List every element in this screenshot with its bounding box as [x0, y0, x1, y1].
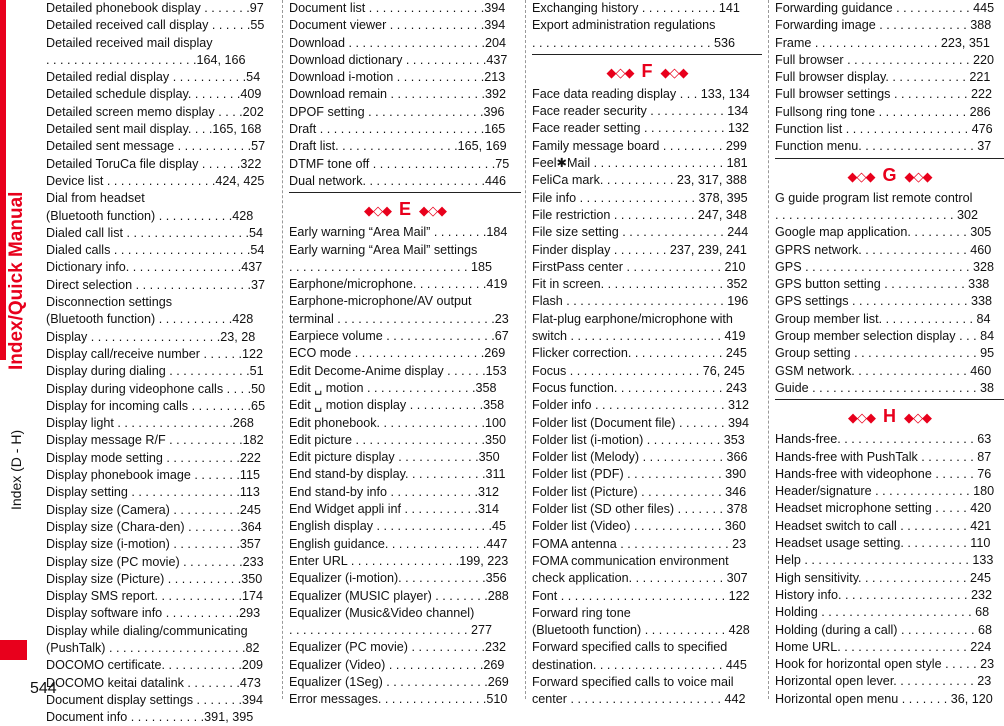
section-rule [532, 54, 762, 55]
index-entry: Family message board . . . . . . . . . 299 [532, 138, 747, 153]
index-entry: File info . . . . . . . . . . . . . . . . . 378, 395 [532, 190, 748, 205]
column-separator [768, 0, 769, 699]
index-entry: Edit ␣ motion display . . . . . . . . . . .358 [289, 398, 505, 413]
index-entry: Detailed received call display . . . . . .55 [46, 18, 265, 33]
index-column-1 [46, 0, 278, 725]
index-entry: Full browser . . . . . . . . . . . . . . . . . . 220 [775, 52, 995, 67]
index-entry: Equalizer (Music&Video channel) [289, 605, 475, 620]
index-entry: Detailed redial display . . . . . . . . . . .54 [46, 70, 261, 85]
index-entry: File size setting . . . . . . . . . . . . . . . 244 [532, 225, 749, 240]
index-entry: Google map application. . . . . . . . . 305 [775, 225, 992, 240]
index-entry: Finder display . . . . . . . . 237, 239, 241 [532, 242, 747, 257]
index-entry: Earphone-microphone/AV output [289, 294, 472, 309]
index-entry: Forward specified calls to specified [532, 640, 728, 655]
index-entry: Display size (Camera) . . . . . . . . . .245 [46, 502, 261, 517]
index-entry: DOCOMO keitai datalink . . . . . . . .473 [46, 675, 261, 690]
index-entry: Edit Decome-Anime display . . . . . .153 [289, 363, 507, 378]
heading-ornament: ◆◇◆ [363, 203, 391, 219]
index-entry: . . . . . . . . . . . . . . . . . . . . . . . . . . 302 [775, 207, 978, 222]
heading-letter: F [641, 60, 653, 81]
index-entry: Fullsong ring tone . . . . . . . . . . . . . 286 [775, 104, 991, 119]
index-entry: Face reader setting . . . . . . . . . . . . 132 [532, 121, 749, 136]
index-entry: High sensitivity. . . . . . . . . . . . . . . . 245 [775, 570, 992, 585]
heading-ornament: ◆◇◆ [904, 168, 932, 184]
index-entry: Edit phonebook. . . . . . . . . . . . . . . .100 [289, 415, 507, 430]
index-entry: GPS button setting . . . . . . . . . . . . 338 [775, 277, 990, 292]
index-entry: Headset microphone setting . . . . . 420 [775, 501, 992, 516]
index-entry: (PushTalk) . . . . . . . . . . . . . . . . . . . .82 [46, 640, 260, 655]
index-entry: Group member list. . . . . . . . . . . . . . 84 [775, 311, 991, 326]
index-entry: Display setting . . . . . . . . . . . . . . . .113 [46, 485, 260, 500]
index-entry: Function menu. . . . . . . . . . . . . . . . . 37 [775, 139, 992, 154]
index-entry: GSM network. . . . . . . . . . . . . . . . . 460 [775, 363, 992, 378]
index-entry: Folder list (Video) . . . . . . . . . . . . . 360 [532, 519, 746, 534]
index-entry: Error messages. . . . . . . . . . . . . . . .510 [289, 692, 508, 707]
index-entry: Holding . . . . . . . . . . . . . . . . . . . . . . 68 [775, 605, 990, 620]
index-entry: . . . . . . . . . . . . . . . . . . . . . . . . . . 277 [289, 623, 492, 638]
index-entry: Function list . . . . . . . . . . . . . . . . . . 476 [775, 122, 993, 137]
index-entry: End Widget appli inf . . . . . . . . . . .314 [289, 502, 499, 517]
column-separator [525, 0, 526, 699]
index-entry: GPRS network. . . . . . . . . . . . . . . . 460 [775, 242, 992, 257]
index-entry: Folder list (i-motion) . . . . . . . . . . . 353 [532, 432, 745, 447]
index-entry: End stand-by display. . . . . . . . . . . .311 [289, 467, 506, 482]
index-entry: Display for incoming calls . . . . . . . . .65 [46, 398, 266, 413]
index-entry: Fit in screen. . . . . . . . . . . . . . . . . . 352 [532, 277, 748, 292]
index-entry: Detailed ToruCa file display . . . . . .322 [46, 156, 262, 171]
index-entry: Forwarding guidance . . . . . . . . . . . 445 [775, 1, 995, 15]
index-entry: Folder info . . . . . . . . . . . . . . . . . . . 312 [532, 398, 749, 413]
index-entry: Detailed schedule display. . . . . . . .409 [46, 87, 262, 102]
index-entry: . . . . . . . . . . . . . . . . . . . . . . . . . . 185 [289, 259, 492, 274]
index-entry: Direct selection . . . . . . . . . . . . . . . . .37 [46, 277, 266, 292]
index-entry: G guide program list remote control [775, 190, 973, 205]
index-column-4 [775, 0, 1004, 706]
index-entry: Display size (Picture) . . . . . . . . . . .350 [46, 571, 263, 586]
index-entry: Face reader security . . . . . . . . . . . 134 [532, 104, 749, 119]
index-entry: GPS settings . . . . . . . . . . . . . . . . . 338 [775, 294, 992, 309]
index-entry: Equalizer (Video) . . . . . . . . . . . . . .269 [289, 657, 505, 672]
index-entry: File restriction . . . . . . . . . . . . 247, 348 [532, 207, 747, 222]
index-entry: Display SMS report. . . . . . . . . . . . .174 [46, 589, 263, 604]
index-entry: Draft . . . . . . . . . . . . . . . . . . . . . . . .165 [289, 122, 506, 137]
index-entry: ECO mode . . . . . . . . . . . . . . . . . . .269 [289, 346, 506, 361]
index-entry: Device list . . . . . . . . . . . . . . . .424, 425 [46, 173, 265, 188]
heading-ornament: ◆◇◆ [660, 64, 688, 80]
index-entry: Holding (during a call) . . . . . . . . . . . 68 [775, 622, 992, 637]
index-entry: Horizontal open menu . . . . . . . 36, 120 [775, 691, 993, 706]
index-entry: Horizontal open lever. . . . . . . . . . . . 23 [775, 674, 992, 689]
index-entry: Detailed screen memo display . . . .202 [46, 104, 264, 119]
index-entry: Font . . . . . . . . . . . . . . . . . . . . . . . . 122 [532, 588, 750, 603]
index-entry: Folder list (Melody) . . . . . . . . . . . . 366 [532, 450, 748, 465]
index-entry: Frame . . . . . . . . . . . . . . . . . . 223, 351 [775, 35, 990, 50]
index-entry: Document display settings . . . . . . .394 [46, 692, 263, 707]
index-entry: Display while dialing/communicating [46, 623, 248, 638]
index-entry: Draft list. . . . . . . . . . . . . . . . . .165, 169 [289, 139, 507, 154]
index-entry: Equalizer (MUSIC player) . . . . . . . .288 [289, 588, 509, 603]
index-entry: destination. . . . . . . . . . . . . . . . . . . 445 [532, 657, 747, 672]
index-entry: English guidance. . . . . . . . . . . . . . .447 [289, 536, 508, 551]
index-entry: Equalizer (1Seg) . . . . . . . . . . . . . . .269 [289, 674, 509, 689]
index-entry: Exchanging history . . . . . . . . . . . 141 [532, 1, 740, 15]
index-entry: terminal . . . . . . . . . . . . . . . . . . . . . . .23 [289, 311, 509, 326]
index-column-2 [289, 0, 521, 707]
index-entry: Equalizer (i-motion). . . . . . . . . . . . .356 [289, 571, 507, 586]
index-entry: Folder list (PDF) . . . . . . . . . . . . . . 390 [532, 467, 747, 482]
index-entry: Download dictionary . . . . . . . . . . . .437 [289, 52, 508, 67]
section-rule [289, 192, 521, 193]
section-heading [775, 403, 1004, 429]
index-entry: Early warning “Area Mail” settings [289, 242, 478, 257]
index-entry: Group member selection display . . . 84 [775, 329, 995, 344]
section-rule [775, 399, 1004, 400]
index-entry: FeliCa mark. . . . . . . . . . . 23, 317, 388 [532, 173, 747, 188]
index-entry: FOMA communication environment [532, 553, 729, 568]
index-entry: Dial from headset [46, 191, 145, 206]
index-entry: FirstPass center . . . . . . . . . . . . . . 210 [532, 259, 746, 274]
index-entry: Display . . . . . . . . . . . . . . . . . . .23, 28 [46, 329, 256, 344]
index-entry: Display during dialing . . . . . . . . . . . .51 [46, 364, 264, 379]
index-entry: Document viewer . . . . . . . . . . . . . .394 [289, 18, 506, 33]
index-entry: Display light . . . . . . . . . . . . . . . . .268 [46, 416, 254, 431]
index-entry: Detailed received mail display [46, 35, 213, 50]
index-entry: Download . . . . . . . . . . . . . . . . . . . .204 [289, 35, 506, 50]
index-entry: (Bluetooth function) . . . . . . . . . . .428 [46, 312, 254, 327]
index-entry: Dialed calls . . . . . . . . . . . . . . . . . . . .54 [46, 243, 265, 258]
index-entry: Folder list (Document file) . . . . . . . 394 [532, 415, 749, 430]
index-entry: History info. . . . . . . . . . . . . . . . . . . 232 [775, 587, 992, 602]
side-index-label: Index (D - H) [8, 429, 24, 510]
heading-letter: G [882, 164, 897, 185]
index-entry: Earpiece volume . . . . . . . . . . . . . . . .67 [289, 329, 509, 344]
index-entry: Display during videophone calls . . . .50 [46, 381, 266, 396]
index-entry: Header/signature . . . . . . . . . . . . . . 180 [775, 484, 995, 499]
page-number: 544 [30, 680, 57, 697]
index-entry: Download i-motion . . . . . . . . . . . . .213 [289, 70, 506, 85]
index-entry: Focus function. . . . . . . . . . . . . . . . 243 [532, 380, 747, 395]
index-entry: (Bluetooth function) . . . . . . . . . . .428 [46, 208, 254, 223]
index-entry: English display . . . . . . . . . . . . . . . . .45 [289, 519, 506, 534]
index-entry: Forward ring tone [532, 605, 631, 620]
index-entry: Hands-free with PushTalk . . . . . . . . 87 [775, 449, 992, 464]
index-entry: Flat-plug earphone/microphone with [532, 311, 733, 326]
index-entry: Document info . . . . . . . . . . .391, 395 [46, 710, 254, 725]
index-entry: Display size (Chara-den) . . . . . . . .364 [46, 519, 262, 534]
index-entry: Display mode setting . . . . . . . . . . .222 [46, 450, 261, 465]
index-entry: End stand-by info . . . . . . . . . . . . .312 [289, 484, 499, 499]
section-rule [775, 158, 1004, 159]
index-entry: switch . . . . . . . . . . . . . . . . . . . . . . 419 [532, 329, 746, 344]
page-marker-box [0, 640, 27, 660]
index-entry: Focus . . . . . . . . . . . . . . . . . . . 76, 245 [532, 363, 745, 378]
index-entry: Download remain . . . . . . . . . . . . . .392 [289, 87, 506, 102]
index-entry: check application. . . . . . . . . . . . . . 307 [532, 571, 748, 586]
index-entry: Display message R/F . . . . . . . . . . .182 [46, 433, 264, 448]
index-entry: Hands-free with videophone . . . . . . 76 [775, 466, 992, 481]
side-section-label: Index/Quick Manual [6, 191, 27, 370]
index-entry: Help . . . . . . . . . . . . . . . . . . . . . . . . 133 [775, 553, 994, 568]
index-entry: . . . . . . . . . . . . . . . . . . . . . . . . . . 536 [532, 35, 735, 50]
index-entry: Export administration regulations [532, 18, 716, 33]
index-entry: Dual network. . . . . . . . . . . . . . . . . .446 [289, 173, 506, 188]
side-tab [0, 0, 30, 699]
index-entry: Edit picture . . . . . . . . . . . . . . . . . . .350 [289, 432, 506, 447]
index-entry: Folder list (Picture) . . . . . . . . . . . . 346 [532, 484, 747, 499]
index-entry: GPS . . . . . . . . . . . . . . . . . . . . . . . . 328 [775, 259, 995, 274]
index-entry: Display size (PC movie) . . . . . . . . .233 [46, 554, 264, 569]
index-entry: Full browser settings . . . . . . . . . . . 222 [775, 87, 992, 102]
index-entry: Dialed call list . . . . . . . . . . . . . . . . . .54 [46, 225, 263, 240]
side-vertical-text [4, 10, 30, 650]
index-entry: Headset switch to call . . . . . . . . . . 421 [775, 518, 992, 533]
index-entry: DOCOMO certificate. . . . . . . . . . . .209 [46, 658, 263, 673]
heading-letter: E [398, 199, 411, 220]
index-column-3 [532, 0, 762, 707]
index-entry: Earphone/microphone. . . . . . . . . . .419 [289, 277, 508, 292]
heading-letter: H [883, 406, 896, 427]
section-heading [289, 196, 521, 222]
index-entry: Equalizer (PC movie) . . . . . . . . . . .232 [289, 640, 506, 655]
index-entry: Home URL. . . . . . . . . . . . . . . . . . . 224 [775, 639, 992, 654]
index-entry: Display size (i-motion) . . . . . . . . . .357 [46, 537, 261, 552]
index-entry: Full browser display. . . . . . . . . . . . 221 [775, 70, 991, 85]
index-entry: Hook for horizontal open style . . . . . 23 [775, 657, 995, 672]
index-entry: Disconnection settings [46, 295, 173, 310]
index-entry: Forwarding image . . . . . . . . . . . . . 388 [775, 18, 992, 33]
index-entry: Detailed sent message . . . . . . . . . . .57 [46, 139, 266, 154]
column-separator [282, 0, 283, 699]
index-entry: Flash . . . . . . . . . . . . . . . . . . . . . . . 196 [532, 294, 749, 309]
section-heading [775, 162, 1004, 188]
heading-ornament: ◆◇◆ [606, 64, 634, 80]
section-heading [532, 58, 762, 84]
index-entry: . . . . . . . . . . . . . . . . . . . . . .164, 166 [46, 52, 246, 67]
index-entry: Edit picture display . . . . . . . . . . . .350 [289, 450, 500, 465]
heading-ornament: ◆◇◆ [847, 168, 875, 184]
index-entry: Hands-free. . . . . . . . . . . . . . . . . . . . 63 [775, 432, 992, 447]
index-entry: (Bluetooth function) . . . . . . . . . . . . 428 [532, 623, 750, 638]
index-entry: Headset usage setting. . . . . . . . . . 110 [775, 536, 991, 551]
index-entry: Enter URL . . . . . . . . . . . . . . . .199, 223 [289, 553, 509, 568]
index-entry: Early warning “Area Mail” . . . . . . . .184 [289, 225, 508, 240]
index-entry: Flicker correction. . . . . . . . . . . . . . 245 [532, 346, 747, 361]
index-entry: Group setting . . . . . . . . . . . . . . . . . . 95 [775, 346, 995, 361]
index-entry: Feel✱Mail . . . . . . . . . . . . . . . . . . . 181 [532, 156, 748, 171]
index-entry: DTMF tone off . . . . . . . . . . . . . . . . . .75 [289, 156, 510, 171]
index-entry: Detailed sent mail display. . . .165, 168 [46, 122, 262, 137]
index-entry: Display software info . . . . . . . . . . .293 [46, 606, 261, 621]
index-entry: Detailed phonebook display . . . . . . .97 [46, 1, 264, 15]
index-entry: DPOF setting . . . . . . . . . . . . . . . . .396 [289, 104, 505, 119]
index-entry: Dictionary info. . . . . . . . . . . . . . . . .437 [46, 260, 263, 275]
index-entry: Guide . . . . . . . . . . . . . . . . . . . . . . . . 38 [775, 380, 995, 395]
index-entry: Display phonebook image . . . . . . .115 [46, 468, 260, 483]
index-entry: Folder list (SD other files) . . . . . . . 378 [532, 502, 748, 517]
heading-ornament: ◆◇◆ [904, 410, 931, 426]
index-entry: Forward specified calls to voice mail [532, 674, 734, 689]
heading-ornament: ◆◇◆ [419, 203, 446, 219]
heading-ornament: ◆◇◆ [848, 410, 875, 426]
index-entry: Face data reading display . . . 133, 134 [532, 86, 750, 101]
index-entry: Display call/receive number . . . . . .122 [46, 346, 263, 361]
index-entry: center . . . . . . . . . . . . . . . . . . . . . . 442 [532, 692, 746, 707]
index-entry: Edit ␣ motion . . . . . . . . . . . . . . . .358 [289, 380, 497, 395]
index-entry: Document list . . . . . . . . . . . . . . . . .394 [289, 1, 506, 15]
index-entry: FOMA antenna . . . . . . . . . . . . . . . . 23 [532, 536, 747, 551]
